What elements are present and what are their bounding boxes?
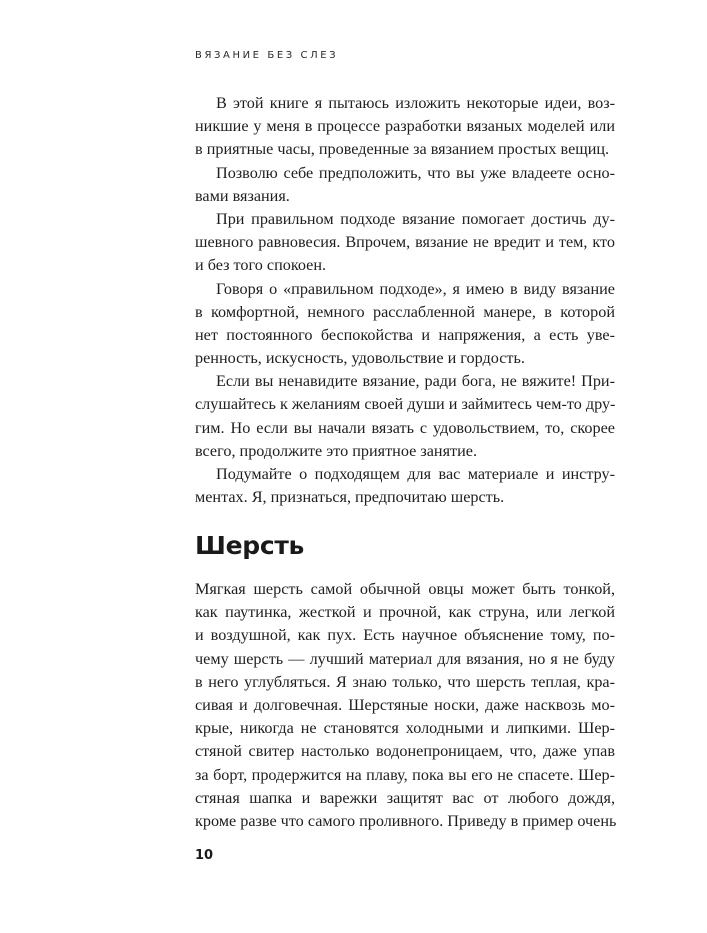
- text-line: Подумайте о подходящем для вас материале и инстру-: [216, 465, 615, 483]
- text-line: крые, никогда не становятся холодными и липкими. Шер-: [195, 719, 615, 738]
- text-line: никшие у меня в процессе разработки вязаных моделей или: [195, 117, 615, 136]
- text-line: нет постоянного беспокойства и напряжения, а есть уве-: [195, 325, 615, 344]
- text-line: всего, продолжите это приятное занятие.: [195, 441, 477, 460]
- text-line: и воздушной, как пух. Есть научное объяснение тому, по-: [195, 626, 615, 645]
- text-line: в приятные часы, проведенные за вязанием простых вещиц.: [195, 140, 610, 159]
- text-line: стяной свитер настолько водонепроницаем, что, даже упав: [195, 742, 615, 761]
- wool-text: [195, 578, 615, 833]
- intro-text: [195, 92, 615, 509]
- text-line: чему шерсть — лучший материал для вязания, но я не буду: [195, 649, 615, 668]
- text-line: слушайтесь к желаниям своей души и займитесь чем-то дру-: [195, 395, 616, 414]
- page-number: 10: [195, 848, 214, 863]
- text-line: сивая и долговечная. Шерстяные носки, даже насквозь мо-: [195, 695, 615, 714]
- running-head: ВЯЗАНИЕ БЕЗ СЛЕЗ: [195, 50, 339, 61]
- text-line: При правильном подходе вязание помогает достичь ду-: [216, 209, 615, 228]
- text-line: ренность, искусность, удовольствие и гордость.: [195, 349, 525, 368]
- text-line: за борт, продержится на плаву, пока вы его не спасете. Шер-: [195, 765, 615, 784]
- text-line: кроме разве что самого проливного. Приведу в пример очень: [195, 811, 617, 830]
- text-line: в комфортной, немного расслабленной манере, в которой: [195, 302, 615, 321]
- text-line: Если вы ненавидите вязание, ради бога, не вяжите! При-: [216, 372, 615, 391]
- text-line: Позволю себе предположить, что вы уже владеете осно-: [216, 163, 615, 182]
- text-line: В этой книге я пытаюсь изложить некоторые идеи, воз-: [216, 94, 615, 112]
- text-line: и без того спокоен.: [195, 256, 327, 275]
- text-line: как паутинка, жесткой и прочной, как струна, или легкой: [195, 603, 615, 622]
- text-line: вами вязания.: [195, 186, 290, 205]
- text-line: в него углубляться. Я знаю только, что шерсть теплая, кра-: [195, 672, 615, 691]
- text-line: Говоря о «правильном подходе», я имею в виду вязание: [216, 279, 615, 298]
- text-line: ментах. Я, признаться, предпочитаю шерсть.: [195, 488, 505, 507]
- text-line: гим. Но если вы начали вязать с удовольствием, то, скорее: [195, 418, 615, 437]
- text-line: стяная шапка и варежки защитят вас от любого дождя,: [195, 788, 615, 807]
- text-line: шевного равновесия. Впрочем, вязание не вредит и тем, кто: [195, 233, 615, 252]
- text-line: Мягкая шерсть самой обычной овцы может быть тонкой,: [195, 580, 615, 598]
- section-heading: Шерсть: [195, 531, 305, 560]
